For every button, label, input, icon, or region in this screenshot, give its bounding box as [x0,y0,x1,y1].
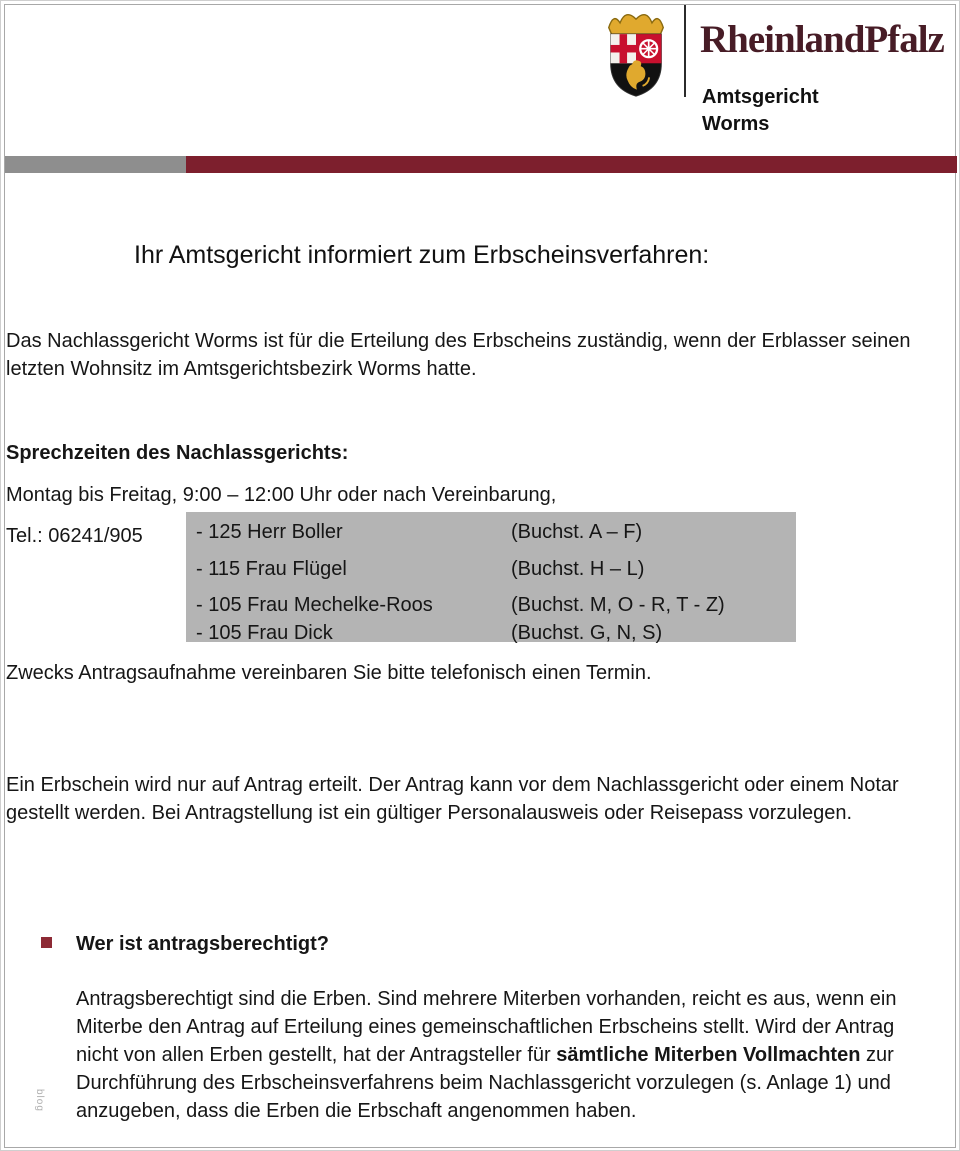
brand-wordmark: RheinlandPfalz [700,18,944,61]
header-bar-gray-segment [5,156,186,173]
hours-line: Montag bis Freitag, 9:00 – 12:00 Uhr oder nach Vereinbarung, [6,484,557,506]
section-body-text: Antragsberechtigt sind die Erben. Sind mehrere Miterben vorhanden, reicht es aus, wenn ein Miterbe den Antrag auf Erteilung eines gemeinschaftlichen Erbscheins stellt. Wird der Antrag nicht von allen Erben gestellt, hat der Antragsteller für [76,988,897,1066]
header-bar-maroon-segment [186,156,957,173]
intro-paragraph: Das Nachlassgericht Worms ist für die Erteilung des Erbscheins zuständig, wenn der Erblasser seinen letzten Wohnsitz im Amtsgerichtsbezirk Worms hatte. [6,330,911,380]
extension-letters: (Buchst. M, O - R, T - Z) [511,594,725,616]
hours-heading: Sprechzeiten des Nachlassgerichts: [6,442,349,464]
office-name-line2: Worms [702,113,770,135]
header-divider [684,5,686,97]
section-body [76,985,911,1125]
extension-number-name: - 125 Herr Boller [196,521,343,543]
section-body-bold-text: sämtliche Miterben Vollmachten [556,1044,861,1066]
document-title: Ihr Amtsgericht informiert zum Erbscheinsverfahren: [134,241,710,269]
phone-number-label: Tel.: 06241/905 [6,525,143,547]
extension-number-name: - 105 Frau Mechelke-Roos [196,594,433,616]
section-bullet-icon [41,937,52,948]
extension-number-name: - 115 Frau Flügel [196,558,347,580]
rheinland-pfalz-coat-of-arms-icon [593,5,679,99]
application-paragraph: Ein Erbschein wird nur auf Antrag erteilt. Der Antrag kann vor dem Nachlassgericht oder einem Notar gestellt werden. Bei Antragstellung ist ein gültiger Personalausweis oder Reisepass vorzulegen. [6,774,899,824]
extension-letters: (Buchst. G, N, S) [511,622,663,644]
office-name-line1: Amtsgericht [702,86,819,108]
extension-number-name: - 105 Frau Dick [196,622,333,644]
office-name [702,84,819,138]
extension-letters: (Buchst. A – F) [511,521,643,543]
section-body-text: zur Durchführung des Erbscheinsverfahrens beim Nachlassgericht vorzulegen (s. Anlage 1) und anzugeben, dass die Erben die Erbschaft angenommen haben. [76,1044,894,1122]
extension-letters: (Buchst. H – L) [511,558,645,580]
appointment-note: Zwecks Antragsaufnahme vereinbaren Sie bitte telefonisch einen Termin. [6,662,652,684]
section-heading: Wer ist antragsberechtigt? [76,933,330,955]
watermark-text: blog [34,1089,45,1112]
extension-list [186,512,796,642]
